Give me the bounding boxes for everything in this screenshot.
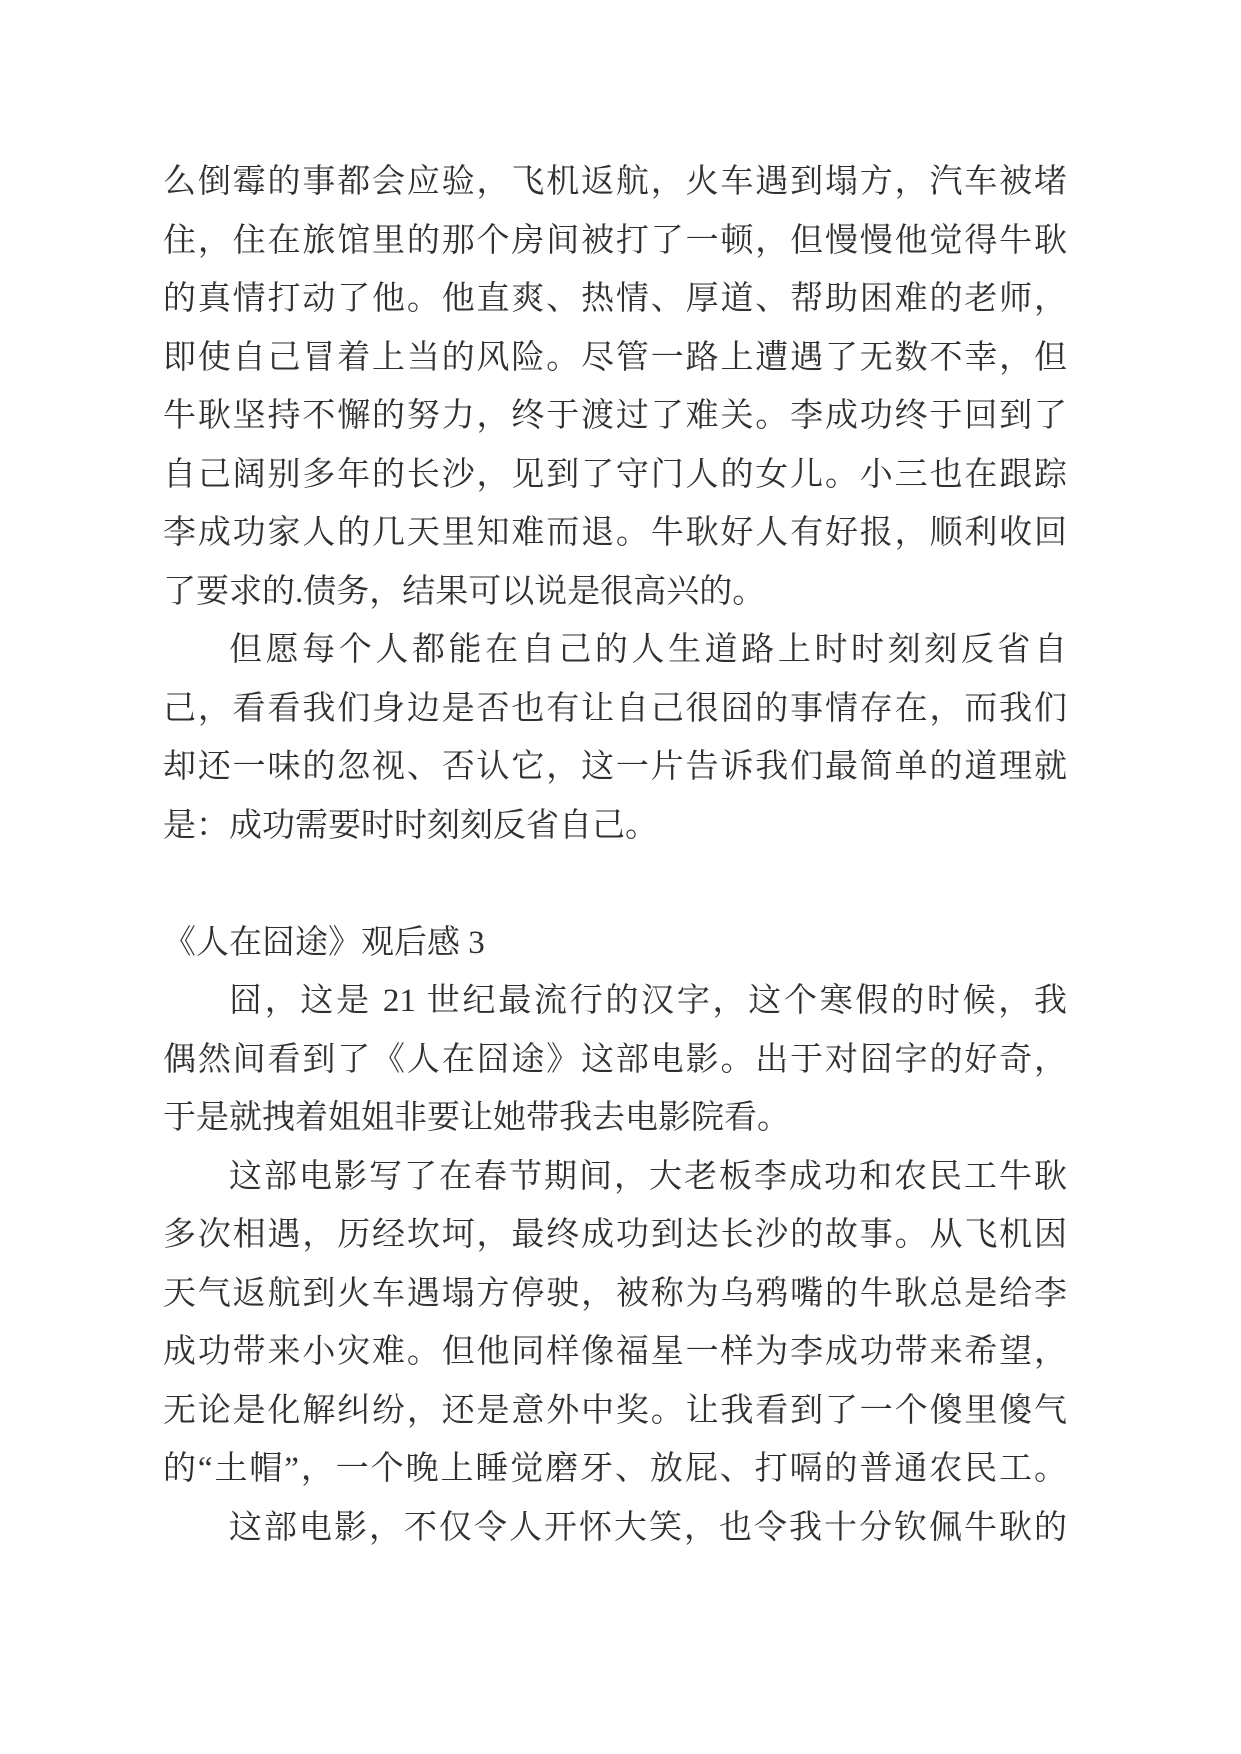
document-text-body	[163, 153, 1067, 1557]
text-line: 是：成功需要时时刻刻反省自己。	[163, 807, 658, 844]
text-line: 却还一味的忽视、否认它，这一片告诉我们最简单的道理就	[163, 749, 1067, 785]
text-line: 自己阔别多年的长沙，见到了守门人的女儿。小三也在跟踪	[163, 456, 1067, 493]
blank-line	[163, 855, 1067, 914]
section-heading: 《人在囧途》观后感 3	[163, 924, 485, 961]
text-line: 的“土帽”，一个晚上睡觉磨牙、放屁、打嗝的普通农民工。	[163, 1451, 1067, 1487]
text-line: 于是就拽着姐姐非要让她带我去电影院看。	[163, 1100, 790, 1136]
text-line: 即使自己冒着上当的风险。尽管一路上遭遇了无数不幸，但	[163, 339, 1067, 376]
text-line: 的真情打动了他。他直爽、热情、厚道、帮助困难的老师，	[163, 281, 1067, 317]
text-line: 了要求的.债务，结果可以说是很高兴的。	[163, 573, 766, 610]
text-line: 么倒霉的事都会应验，飞机返航，火车遇到塌方，汽车被堵	[163, 164, 1067, 200]
text-line: 牛耿坚持不懈的努力，终于渡过了难关。李成功终于回到了	[163, 398, 1067, 434]
text-line: 己，看看我们身边是否也有让自己很囧的事情存在，而我们	[163, 690, 1067, 727]
text-line: 多次相遇，历经坎坷，最终成功到达长沙的故事。从飞机因	[163, 1217, 1067, 1253]
text-line: 李成功家人的几天里知难而退。牛耿好人有好报，顺利收回	[163, 515, 1067, 551]
text-line: 成功带来小灾难。但他同样像福星一样为李成功带来希望，	[163, 1334, 1067, 1370]
text-line: 但愿每个人都能在自己的人生道路上时时刻刻反省自	[229, 632, 1067, 668]
text-line: 偶然间看到了《人在囧途》这部电影。出于对囧字的好奇，	[163, 1041, 1067, 1078]
text-line: 这部电影，不仅令人开怀大笑，也令我十分钦佩牛耿的	[229, 1509, 1067, 1546]
text-line: 住，住在旅馆里的那个房间被打了一顿，但慢慢他觉得牛耿	[163, 222, 1067, 259]
text-line: 天气返航到火车遇塌方停驶，被称为乌鸦嘴的牛耿总是给李	[163, 1275, 1067, 1312]
text-line: 无论是化解纠纷，还是意外中奖。让我看到了一个傻里傻气	[163, 1392, 1067, 1429]
text-line: 这部电影写了在春节期间，大老板李成功和农民工牛耿	[229, 1158, 1067, 1195]
text-line: 囧，这是 21 世纪最流行的汉字，这个寒假的时候，我	[229, 983, 1067, 1019]
